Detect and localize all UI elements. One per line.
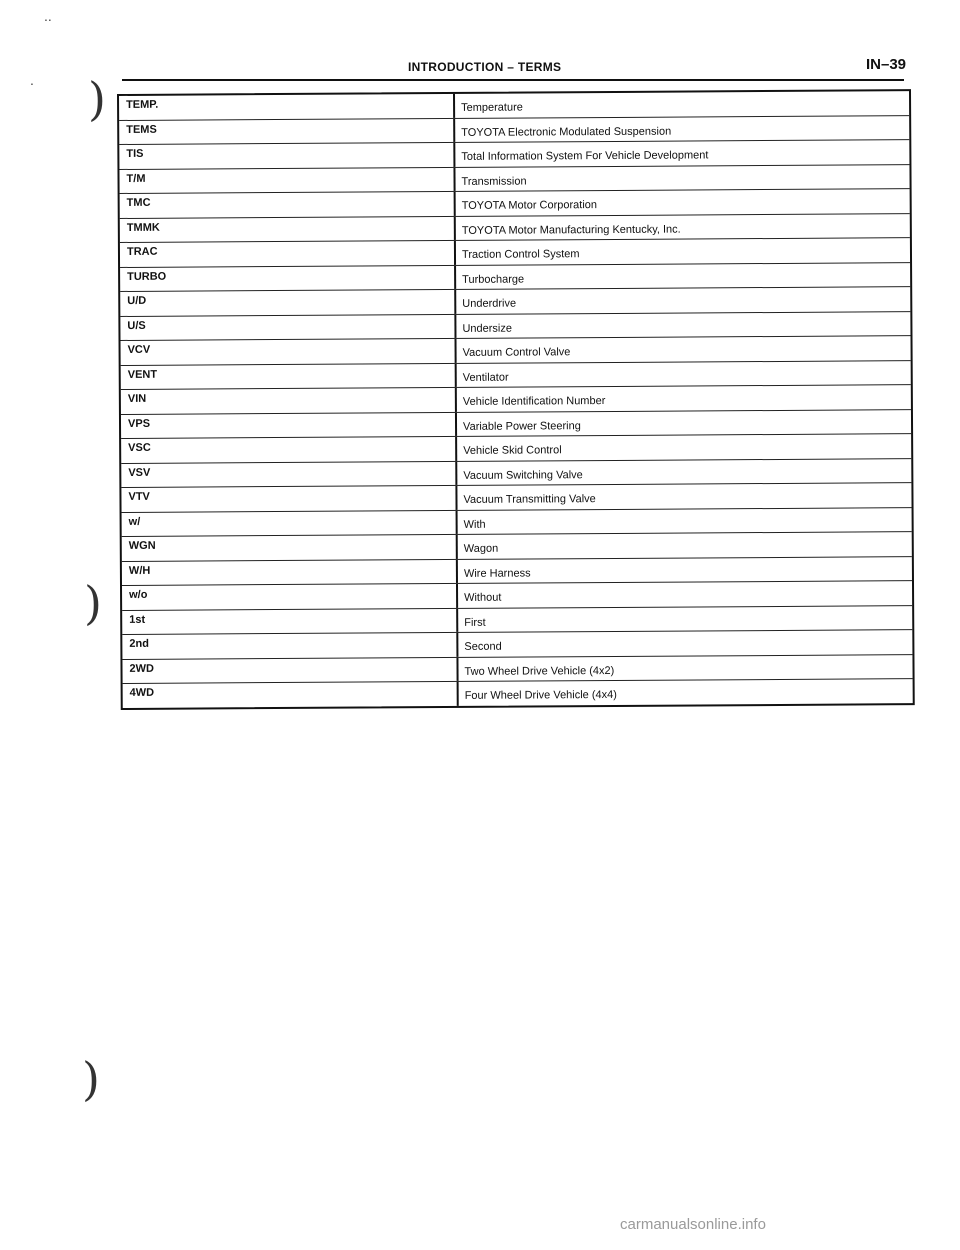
term-meaning: With bbox=[463, 518, 486, 531]
term-meaning: Transmission bbox=[461, 175, 527, 188]
term-meaning: TOYOTA Motor Manufacturing Kentucky, Inc. bbox=[461, 223, 681, 237]
term-abbreviation: 2nd bbox=[122, 633, 458, 659]
term-meaning: First bbox=[464, 616, 486, 629]
term-abbreviation: 1st bbox=[122, 608, 458, 634]
term-abbreviation: w/ bbox=[122, 510, 458, 536]
term-abbreviation: U/D bbox=[120, 290, 456, 316]
term-abbreviation: w/o bbox=[122, 584, 458, 610]
term-abbreviation: TURBO bbox=[120, 265, 456, 291]
term-abbreviation: VPS bbox=[121, 412, 457, 438]
term-abbreviation: VTV bbox=[121, 486, 457, 512]
term-meaning: Total Information System For Vehicle Development bbox=[461, 149, 709, 163]
term-meaning: Ventilator bbox=[462, 371, 509, 384]
term-meaning: Underdrive bbox=[462, 297, 517, 310]
header-title: INTRODUCTION – TERMS bbox=[408, 60, 562, 74]
term-abbreviation: U/S bbox=[120, 314, 456, 340]
term-meaning: Two Wheel Drive Vehicle (4x2) bbox=[464, 664, 615, 678]
table-row bbox=[123, 679, 913, 707]
term-meaning: Without bbox=[464, 591, 502, 604]
watermark: carmanualsonline.info bbox=[620, 1216, 766, 1233]
term-meaning: Vehicle Identification Number bbox=[462, 395, 606, 408]
term-abbreviation: VSV bbox=[121, 461, 457, 487]
term-abbreviation: VSC bbox=[121, 437, 457, 463]
term-abbreviation: TRAC bbox=[120, 241, 456, 267]
page-number: IN–39 bbox=[866, 56, 907, 73]
term-meaning: Four Wheel Drive Vehicle (4x4) bbox=[464, 688, 617, 702]
term-meaning: Variable Power Steering bbox=[463, 419, 581, 433]
term-abbreviation: T/M bbox=[119, 167, 455, 193]
term-abbreviation: TEMP. bbox=[119, 94, 455, 120]
terms-table bbox=[117, 89, 915, 709]
term-abbreviation: VENT bbox=[121, 363, 457, 389]
term-abbreviation: TEMS bbox=[119, 118, 455, 144]
term-meaning: Undersize bbox=[462, 322, 513, 335]
term-abbreviation: W/H bbox=[122, 559, 458, 585]
term-meaning: Traction Control System bbox=[461, 248, 580, 261]
term-meaning: Wagon bbox=[463, 542, 499, 555]
term-meaning: Turbocharge bbox=[462, 273, 525, 286]
term-abbreviation: TMC bbox=[120, 192, 456, 218]
term-abbreviation: WGN bbox=[122, 535, 458, 561]
term-meaning: Vehicle Skid Control bbox=[463, 444, 562, 457]
scan-speck: .. bbox=[44, 8, 52, 24]
term-meaning: TOYOTA Motor Corporation bbox=[461, 199, 598, 212]
binding-mark-middle: ) bbox=[84, 576, 102, 630]
term-abbreviation: TMMK bbox=[120, 216, 456, 242]
term-meaning: Vacuum Control Valve bbox=[462, 346, 571, 359]
term-meaning: Wire Harness bbox=[463, 566, 531, 580]
scan-speck: . bbox=[30, 72, 34, 88]
header-rule bbox=[122, 79, 904, 81]
binding-mark-top: ) bbox=[88, 72, 106, 126]
term-meaning: TOYOTA Electronic Modulated Suspension bbox=[461, 125, 672, 139]
term-meaning: Vacuum Transmitting Valve bbox=[463, 493, 596, 506]
term-abbreviation: 4WD bbox=[123, 682, 459, 708]
term-abbreviation: TIS bbox=[119, 143, 455, 169]
term-abbreviation: VIN bbox=[121, 388, 457, 414]
term-abbreviation: 2WD bbox=[122, 657, 458, 683]
term-meaning: Vacuum Switching Valve bbox=[463, 468, 583, 482]
binding-mark-bottom: ) bbox=[82, 1052, 100, 1106]
term-abbreviation: VCV bbox=[121, 339, 457, 365]
term-meaning: Temperature bbox=[461, 101, 523, 114]
term-meaning: Second bbox=[464, 640, 502, 653]
